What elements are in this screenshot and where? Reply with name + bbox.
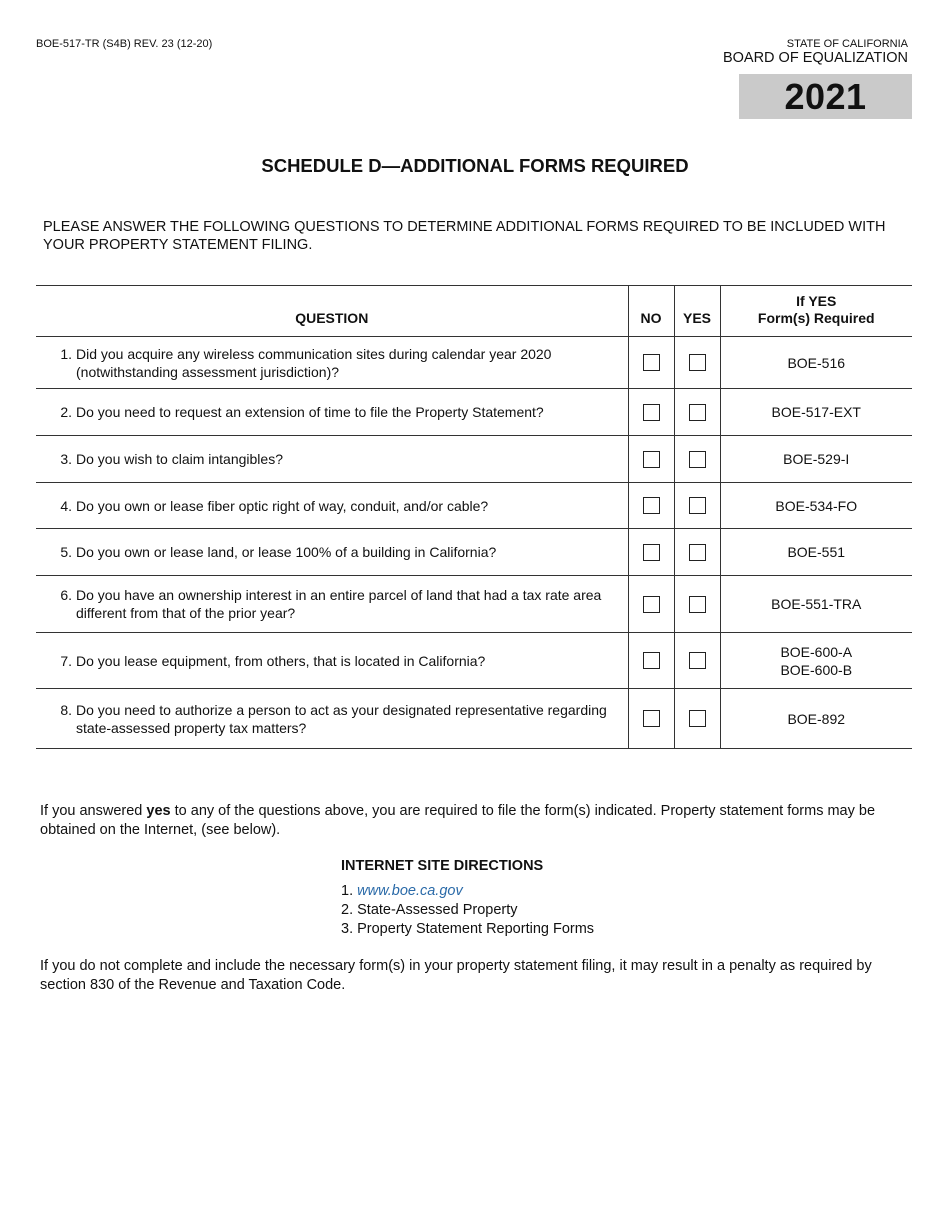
question-number: 8. xyxy=(60,701,72,718)
question-text: Do you own or lease land, or lease 100% of a building in California? xyxy=(76,544,497,560)
yes-checkbox[interactable] xyxy=(689,354,706,371)
form-id: BOE-517-TR (S4B) REV. 23 (12-20) xyxy=(36,38,213,50)
question-text: Do you wish to claim intangibles? xyxy=(76,451,283,467)
no-checkbox[interactable] xyxy=(643,354,660,371)
form-cell: BOE-516 xyxy=(720,337,912,389)
table-row xyxy=(36,689,912,749)
question-cell xyxy=(36,689,628,749)
no-checkbox[interactable] xyxy=(643,652,660,669)
question-cell xyxy=(36,633,628,689)
question-text: Do you need to request an extension of time to file the Property Statement? xyxy=(76,404,544,420)
table-row xyxy=(36,436,912,483)
question-text: Do you own or lease fiber optic right of way, conduit, and/or cable? xyxy=(76,497,489,514)
yes-checkbox[interactable] xyxy=(689,710,706,727)
directions-item-1-num: 1. xyxy=(341,883,354,899)
yes-cell xyxy=(674,689,720,749)
form-cell: BOE-517-EXT xyxy=(720,389,912,436)
question-text: Do you lease equipment, from others, that is located in California? xyxy=(76,652,486,669)
yes-checkbox[interactable] xyxy=(689,404,706,421)
yes-checkbox[interactable] xyxy=(689,544,706,561)
table-row xyxy=(36,576,912,633)
directions-item-2: 2. State-Assessed Property xyxy=(341,902,518,918)
table-row xyxy=(36,337,912,389)
table-row xyxy=(36,389,912,436)
table-header-row xyxy=(36,286,912,337)
question-number: 2. xyxy=(60,404,72,420)
no-checkbox[interactable] xyxy=(643,596,660,613)
yes-cell xyxy=(674,483,720,529)
p1-after: to any of the questions above, you are required to file the form(s) indicated. Property statement forms may be obtained on the Internet, (see below). xyxy=(40,803,876,838)
table-row xyxy=(36,529,912,576)
question-text: Do you have an ownership interest in an entire parcel of land that had a tax rate area different from that of the prior year? xyxy=(76,587,602,621)
year-box xyxy=(739,74,912,119)
col-question-header: QUESTION xyxy=(36,286,628,337)
form-cell: BOE-892 xyxy=(720,689,912,749)
question-number: 7. xyxy=(60,652,72,669)
no-cell xyxy=(628,633,674,689)
yes-cell xyxy=(674,389,720,436)
question-number: 1. xyxy=(60,345,72,362)
p1-before: If you answered xyxy=(40,803,147,819)
directions-heading: INTERNET SITE DIRECTIONS xyxy=(341,858,544,874)
yes-cell xyxy=(674,529,720,576)
yes-checkbox[interactable] xyxy=(689,497,706,514)
yes-checkbox[interactable] xyxy=(689,596,706,613)
state-label: STATE OF CALIFORNIA xyxy=(786,38,908,50)
question-cell xyxy=(36,436,628,483)
no-cell xyxy=(628,337,674,389)
question-text: Did you acquire any wireless communication sites during calendar year 2020 (notwithstanding assessment jurisdiction)? xyxy=(76,345,552,380)
form-cell: BOE-551-TRA xyxy=(720,576,912,633)
yes-cell xyxy=(674,337,720,389)
question-number: 3. xyxy=(60,451,72,467)
col-form-header-line1: If YES xyxy=(796,293,837,309)
table-row xyxy=(36,483,912,529)
board-label: BOARD OF EQUALIZATION xyxy=(722,50,908,66)
p1-bold: yes xyxy=(146,803,171,819)
form-cell: BOE-529-I xyxy=(720,436,912,483)
table-row xyxy=(36,633,912,689)
col-yes-header: YES xyxy=(674,286,720,337)
form-name: BOE-600-A xyxy=(780,643,853,660)
no-checkbox[interactable] xyxy=(643,451,660,468)
form-name-2: BOE-600-B xyxy=(780,661,853,678)
boe-website-link[interactable]: www.boe.ca.gov xyxy=(357,883,463,899)
yes-checkbox[interactable] xyxy=(689,451,706,468)
penalty-paragraph: If you do not complete and include the necessary form(s) in your property statement filing, it may result in a penalty as required by section 830 of the Revenue and Taxation Code. xyxy=(40,958,872,993)
question-cell xyxy=(36,337,628,389)
no-checkbox[interactable] xyxy=(643,404,660,421)
question-number: 5. xyxy=(60,544,72,560)
no-cell xyxy=(628,483,674,529)
year-value: 2021 xyxy=(784,75,867,117)
col-form-header-line2: Form(s) Required xyxy=(757,310,875,326)
question-cell xyxy=(36,576,628,633)
yes-checkbox[interactable] xyxy=(689,652,706,669)
question-cell xyxy=(36,389,628,436)
questions-table xyxy=(36,285,912,749)
form-cell: BOE-551 xyxy=(720,529,912,576)
no-checkbox[interactable] xyxy=(643,544,660,561)
form-cell xyxy=(720,633,912,689)
question-number: 4. xyxy=(60,497,72,514)
yes-cell xyxy=(674,576,720,633)
directions-item-1 xyxy=(341,882,594,901)
instructions-paragraph xyxy=(40,802,910,840)
col-no-header: NO xyxy=(628,286,674,337)
form-cell: BOE-534-FO xyxy=(720,483,912,529)
page-title: SCHEDULE D—ADDITIONAL FORMS REQUIRED xyxy=(261,155,689,176)
no-checkbox[interactable] xyxy=(643,710,660,727)
no-cell xyxy=(628,689,674,749)
question-cell xyxy=(36,483,628,529)
no-checkbox[interactable] xyxy=(643,497,660,514)
directions-list xyxy=(341,882,594,939)
directions-item-3: 3. Property Statement Reporting Forms xyxy=(341,921,595,937)
question-number: 6. xyxy=(60,587,72,603)
intro-text: PLEASE ANSWER THE FOLLOWING QUESTIONS TO DETERMINE ADDITIONAL FORMS REQUIRED TO BE INCLUDED WITH YOUR PROPERTY STATEMENT FILING. xyxy=(43,219,886,253)
no-cell xyxy=(628,436,674,483)
yes-cell xyxy=(674,633,720,689)
question-cell xyxy=(36,529,628,576)
no-cell xyxy=(628,529,674,576)
no-cell xyxy=(628,576,674,633)
col-form-header xyxy=(720,286,912,337)
no-cell xyxy=(628,389,674,436)
question-text: Do you need to authorize a person to act as your designated representative regarding state-assessed property tax matters? xyxy=(76,701,607,736)
yes-cell xyxy=(674,436,720,483)
